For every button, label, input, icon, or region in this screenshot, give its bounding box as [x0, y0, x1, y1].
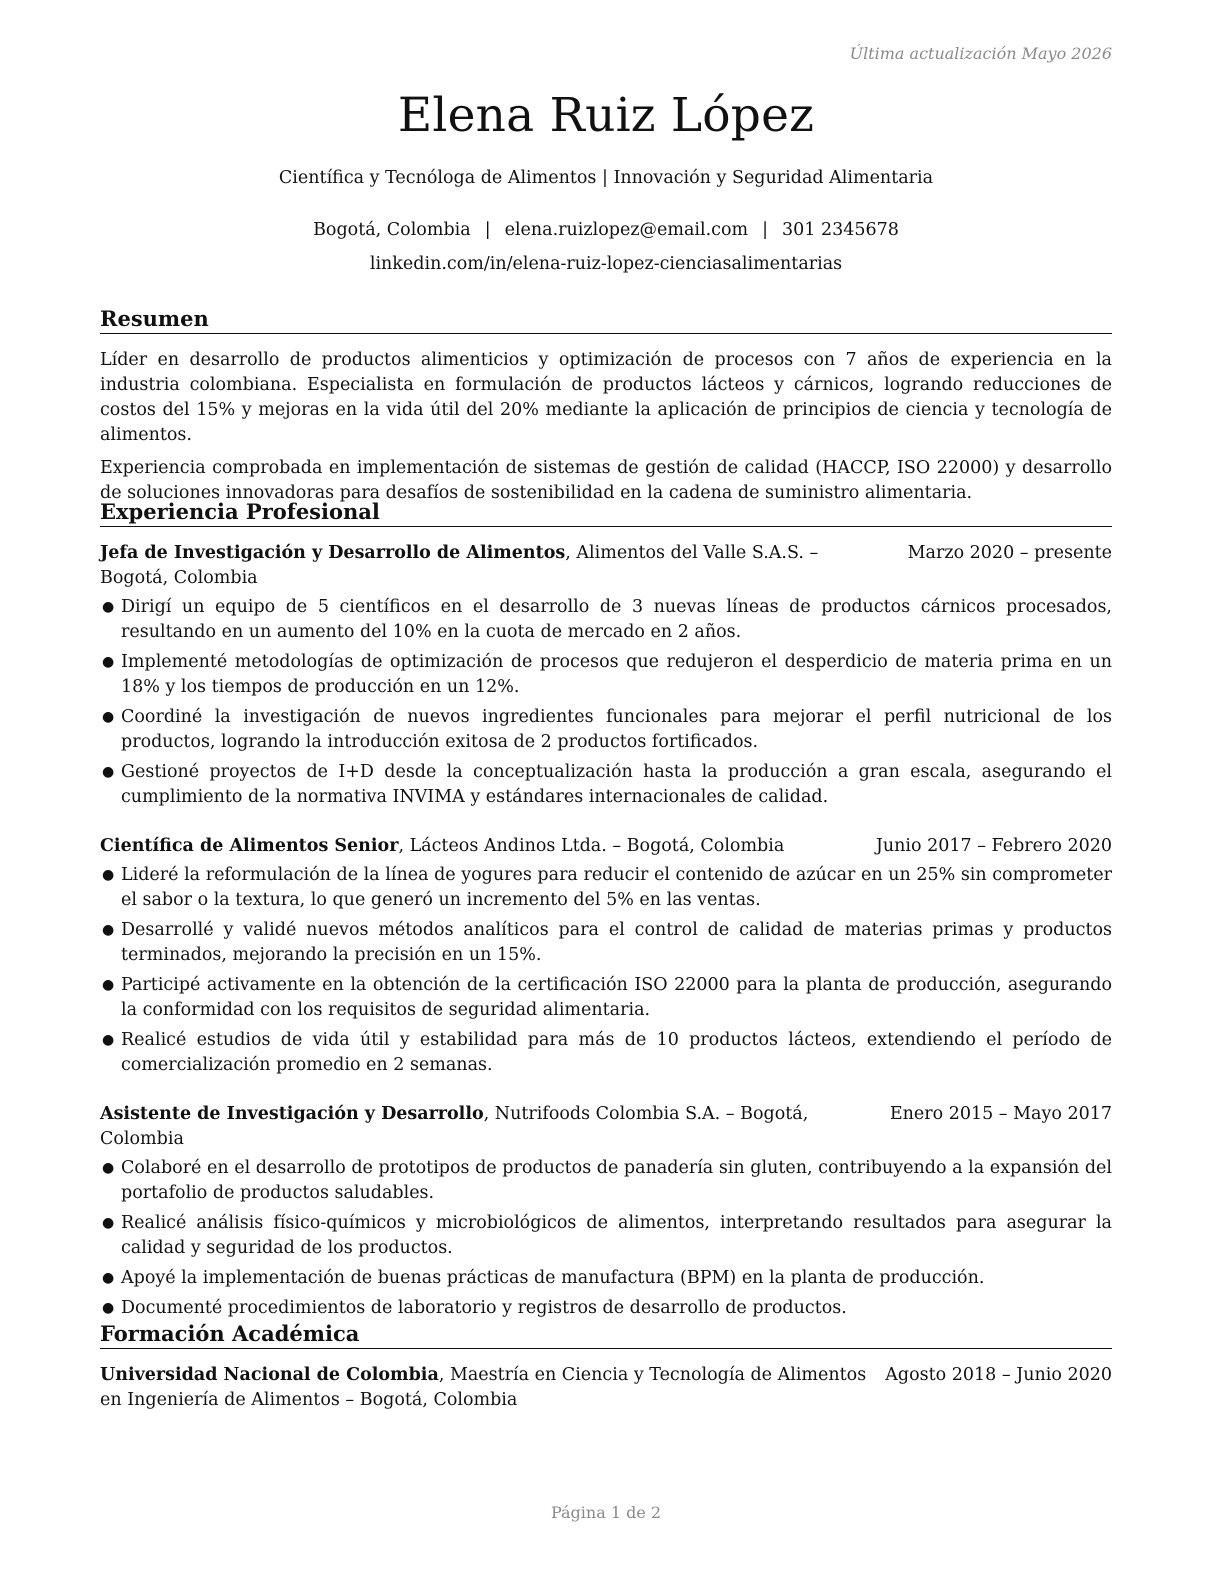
page-number: Página 1 de 2	[550, 1503, 662, 1522]
summary-block	[100, 348, 1112, 514]
education-dates: Agosto 2018 – Junio 2020	[885, 1365, 1112, 1385]
education-school: Universidad Nacional de Colombia	[100, 1365, 439, 1385]
list-item: ● Apoyé la implementación de buenas prácticas de manufactura (BPM) en la planta de producción.	[100, 1266, 1112, 1291]
job-dates: Marzo 2020 – presente	[907, 543, 1112, 563]
job-header	[100, 541, 1112, 591]
contact-linkedin[interactable]: linkedin.com/in/elena-ruiz-lopez-cienciasalimentarias	[369, 254, 843, 274]
contact-separator: |	[762, 220, 769, 240]
list-item: ● Coordiné la investigación de nuevos ingredientes funcionales para mejorar el perfil nutricional de los productos, logrando la introducción exitosa de 2 productos fortificados.	[102, 707, 1112, 752]
bullet-dot-icon: ●	[102, 709, 115, 725]
bullet-dot-icon: ●	[102, 764, 115, 780]
candidate-tagline: Científica y Tecnóloga de Alimentos | Innovación y Seguridad Alimentaria	[278, 168, 934, 188]
job-bullets	[100, 863, 1112, 1078]
list-item: ● Realicé análisis físico-químicos y microbiológicos de alimentos, interpretando resultados para asegurar la calidad y seguridad de los productos.	[102, 1213, 1112, 1258]
contact-location: Bogotá, Colombia	[313, 220, 471, 240]
job-entry	[100, 541, 1112, 815]
job-entry	[100, 1102, 1112, 1326]
job-header	[100, 834, 1112, 859]
education-entry	[100, 1363, 1112, 1413]
bullet-dot-icon: ●	[102, 599, 115, 615]
contact-line	[100, 220, 1112, 240]
job-company: , Nutrifoods Colombia S.A. – Bogotá, Colombia	[100, 1104, 809, 1149]
last-updated: Última actualización Mayo 2026	[849, 44, 1112, 63]
list-item: ● Dirigí un equipo de 5 científicos en el desarrollo de 3 nuevas líneas de productos cárnicos procesados, resultando en un aumento del 10% en la cuota de mercado en 2 años.	[102, 597, 1112, 642]
job-role: Científica de Alimentos Senior	[100, 836, 399, 856]
job-company: , Lácteos Andinos Ltda. – Bogotá, Colombia	[398, 836, 785, 856]
list-item: ● Desarrollé y validé nuevos métodos analíticos para el control de calidad de materias primas y productos terminados, mejorando la precisión en un 15%.	[102, 920, 1112, 965]
bullet-dot-icon: ●	[102, 1270, 115, 1286]
list-item: ● Colaboré en el desarrollo de prototipos de productos de panadería sin gluten, contribuyendo a la expansión del portafolio de productos saludables.	[102, 1158, 1112, 1203]
job-entry	[100, 834, 1112, 1083]
list-item: ● Realicé estudios de vida útil y estabilidad para más de 10 productos lácteos, extendiendo el período de comercialización promedio en 2 semanas.	[102, 1030, 1112, 1075]
bullet-dot-icon: ●	[102, 922, 115, 938]
list-item: ● Participé activamente en la obtención de la certificación ISO 22000 para la planta de producción, asegurando la conformidad con los requisitos de seguridad alimentaria.	[102, 975, 1112, 1020]
bullet-dot-icon: ●	[102, 1215, 115, 1231]
resume-page	[100, 0, 1112, 1584]
job-role: Asistente de Investigación y Desarrollo	[100, 1104, 484, 1124]
candidate-name: Elena Ruiz López	[397, 88, 815, 143]
job-company: , Alimentos del Valle S.A.S. – Bogotá, Colombia	[100, 543, 819, 588]
bullet-dot-icon: ●	[102, 1300, 115, 1316]
contact-separator: |	[484, 220, 491, 240]
section-title-experience: Experiencia Profesional	[100, 498, 1112, 527]
bullet-dot-icon: ●	[102, 1032, 115, 1048]
job-dates: Junio 2017 – Febrero 2020	[875, 836, 1112, 856]
bullet-dot-icon: ●	[102, 977, 115, 993]
section-title-summary: Resumen	[100, 305, 1112, 334]
job-bullets	[100, 1156, 1112, 1321]
job-dates: Enero 2015 – Mayo 2017	[889, 1104, 1112, 1124]
bullet-dot-icon: ●	[102, 654, 115, 670]
bullet-dot-icon: ●	[102, 867, 115, 883]
job-header	[100, 1102, 1112, 1152]
list-item: ● Documenté procedimientos de laboratorio y registros de desarrollo de productos.	[100, 1296, 1112, 1321]
summary-paragraph: Experiencia comprobada en implementación de sistemas de gestión de calidad (HACCP, ISO 22000) y desarrollo de soluciones innovadoras para desafíos de sostenibilidad en la cadena de suministro alimentaria.	[100, 458, 1112, 503]
contact-phone[interactable]: 301 2345678	[782, 220, 899, 240]
list-item: ● Lideré la reformulación de la línea de yogures para reducir el contenido de azúcar en un 25% sin comprometer el sabor o la textura, lo que generó un incremento del 5% en las ventas.	[102, 865, 1112, 910]
contact-email[interactable]: elena.ruizlopez@email.com	[504, 220, 749, 240]
job-bullets	[100, 595, 1112, 810]
list-item: ● Implementé metodologías de optimización de procesos que redujeron el desperdicio de materia prima en un 18% y los tiempos de producción en un 12%.	[102, 652, 1112, 697]
list-item: ● Gestioné proyectos de I+D desde la conceptualización hasta la producción a gran escala, asegurando el cumplimiento de la normativa INVIMA y estándares internacionales de calidad.	[102, 762, 1112, 807]
education-degree: , Maestría en Ciencia y Tecnología de Alimentos en Ingeniería de Alimentos – Bogotá, Colombia	[100, 1365, 867, 1410]
education-header	[100, 1363, 1112, 1413]
summary-paragraph: Líder en desarrollo de productos alimenticios y optimización de procesos con 7 años de experiencia en la industria colombiana. Especialista en formulación de productos lácteos y cárnicos, logrando reducciones de costos del 15% y mejoras en la vida útil del 20% mediante la aplicación de principios de ciencia y tecnología de alimentos.	[100, 350, 1112, 445]
bullet-dot-icon: ●	[102, 1160, 115, 1176]
section-title-education: Formación Académica	[100, 1320, 1112, 1349]
job-role: Jefa de Investigación y Desarrollo de Alimentos	[100, 543, 566, 563]
